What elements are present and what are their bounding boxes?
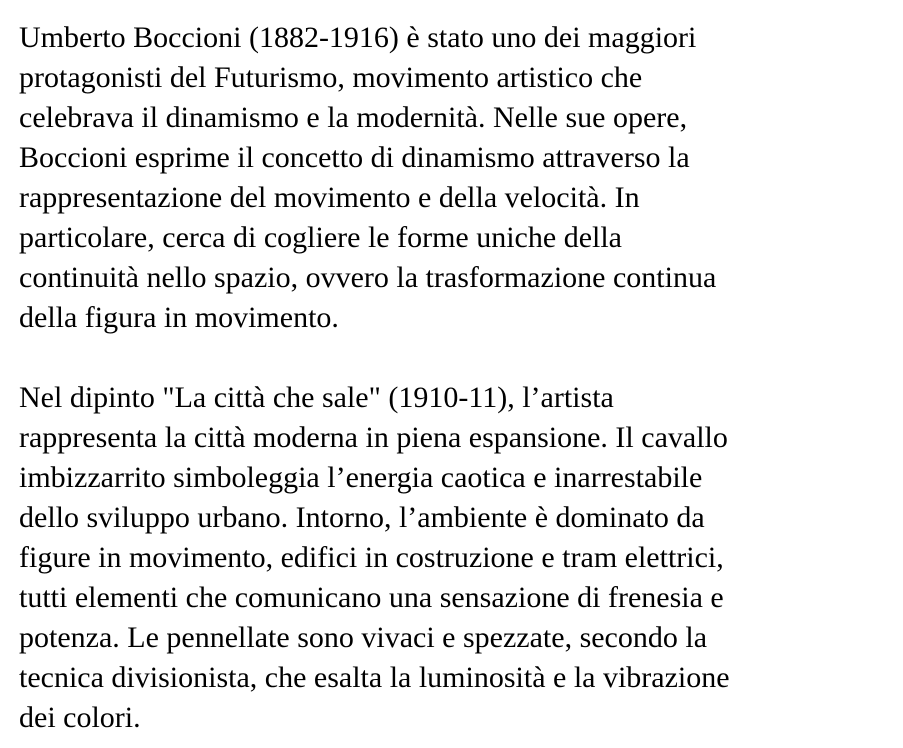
text-line: della figura in movimento. (19, 301, 339, 334)
text-line: Umberto Boccioni (1882-1916) è stato uno dei maggiori (19, 21, 697, 54)
text-line: tecnica divisionista, che esalta la luminosità e la vibrazione (19, 661, 730, 694)
text-line: potenza. Le pennellate sono vivaci e spezzate, secondo la (19, 621, 708, 654)
text-line: Boccioni esprime il concetto di dinamismo attraverso la (19, 141, 690, 174)
text-line: rappresenta la città moderna in piena espansione. Il cavallo (19, 421, 728, 454)
text-line: rappresentazione del movimento e della velocità. In (19, 181, 640, 214)
text-line: Nel dipinto "La città che sale" (1910-11), l’artista (19, 381, 614, 414)
text-line: tutti elementi che comunicano una sensazione di frenesia e (19, 581, 724, 614)
paragraph-spacer (19, 338, 889, 378)
text-line: celebrava il dinamismo e la modernità. Nelle sue opere, (19, 101, 688, 134)
text-line: imbizzarrito simboleggia l’energia caotica e inarrestabile (19, 461, 703, 494)
text-line: particolare, cerca di cogliere le forme uniche della (19, 221, 622, 254)
text-line: continuità nello spazio, ovvero la trasformazione continua (19, 261, 717, 294)
text-line: figure in movimento, edifici in costruzione e tram elettrici, (19, 541, 724, 574)
document-body (19, 18, 889, 738)
text-line: dello sviluppo urbano. Intorno, l’ambiente è dominato da (19, 501, 705, 534)
text-line: protagonisti del Futurismo, movimento artistico che (19, 61, 643, 94)
paragraph-citta-che-sale (19, 378, 889, 738)
text-line: dei colori. (19, 701, 141, 734)
paragraph-boccioni-futurismo (19, 18, 889, 338)
